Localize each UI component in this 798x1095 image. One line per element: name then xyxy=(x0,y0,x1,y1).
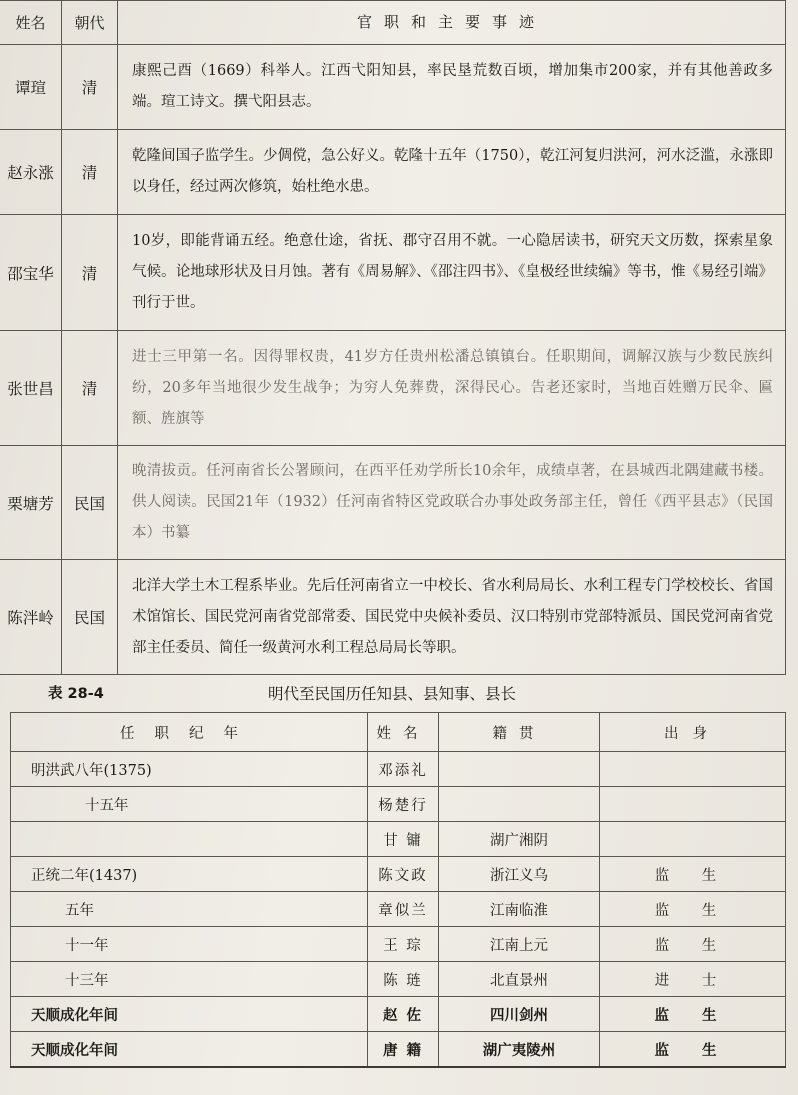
magistrate-native: 江南上元 xyxy=(439,927,600,962)
magistrate-year: 十五年 xyxy=(11,787,368,822)
official-deeds: 10岁，即能背诵五经。绝意仕途，省抚、郡守召用不就。一心隐居读书，研究天文历数，探索星象气候。论地球形状及日月蚀。著有《周易解》、《邵注四书》、《皇极经世续编》等书，惟《易经引端》刊行于世。 xyxy=(118,215,786,331)
table-number: 表 28-4 xyxy=(48,686,104,702)
magistrate-native: 四川剑州 xyxy=(439,997,600,1032)
magistrate-name: 唐 籍 xyxy=(368,1032,439,1068)
magistrates-header-row xyxy=(11,713,786,752)
magistrate-origin xyxy=(600,822,786,857)
magistrate-origin: 监 生 xyxy=(600,1032,786,1068)
magistrate-origin: 监 生 xyxy=(600,997,786,1032)
magistrate-origin: 进 士 xyxy=(600,962,786,997)
table-row xyxy=(11,927,786,962)
magistrate-native: 江南临淮 xyxy=(439,892,600,927)
table-row xyxy=(0,331,786,446)
magistrate-name: 陈 琏 xyxy=(368,962,439,997)
table-row xyxy=(11,752,786,787)
table-caption xyxy=(0,678,798,708)
magistrate-year: 五年 xyxy=(11,892,368,927)
table-row xyxy=(0,215,786,331)
official-name: 张世昌 xyxy=(0,331,62,446)
table-row xyxy=(11,892,786,927)
magistrate-origin xyxy=(600,752,786,787)
magistrate-year xyxy=(11,822,368,857)
magistrate-native: 湖广湘阴 xyxy=(439,822,600,857)
magistrate-year: 天顺成化年间 xyxy=(11,1032,368,1068)
header-name: 姓名 xyxy=(0,1,62,45)
official-name: 栗塘芳 xyxy=(0,446,62,560)
magistrate-year: 十三年 xyxy=(11,962,368,997)
magistrates-table xyxy=(10,712,786,1068)
table-row xyxy=(0,45,786,130)
magistrate-year: 十一年 xyxy=(11,927,368,962)
table-title: 明代至民国历任知县、县知事、县长 xyxy=(268,685,517,703)
header-dynasty: 朝代 xyxy=(62,1,118,45)
header-deeds: 官职和主要事迹 xyxy=(118,1,786,45)
official-deeds: 北洋大学土木工程系毕业。先后任河南省立一中校长、省水利局局长、水利工程专门学校校长、省国术馆馆长、国民党河南省党部常委、国民党中央候补委员、汉口特别市党部特派员、国民党河南省党部主任委员、简任一级黄河水利工程总局局长等职。 xyxy=(118,560,786,675)
table-row xyxy=(0,130,786,215)
magistrate-native xyxy=(439,787,600,822)
header-year: 任职纪年 xyxy=(11,713,368,752)
official-dynasty: 民国 xyxy=(62,446,118,560)
official-dynasty: 民国 xyxy=(62,560,118,675)
official-deeds: 进士三甲第一名。因得罪权贵，41岁方任贵州松潘总镇镇台。任职期间，调解汉族与少数民族纠纷，20多年当地很少发生战争；为穷人免葬费，深得民心。告老还家时，当地百姓赠万民伞、匾额、旌旗等 xyxy=(118,331,786,446)
official-name: 赵永涨 xyxy=(0,130,62,215)
magistrate-native: 湖广夷陵州 xyxy=(439,1032,600,1068)
magistrate-year: 正统二年(1437) xyxy=(11,857,368,892)
table-row xyxy=(0,560,786,675)
official-dynasty: 清 xyxy=(62,130,118,215)
official-dynasty: 清 xyxy=(62,331,118,446)
magistrate-name: 赵 佐 xyxy=(368,997,439,1032)
magistrate-native xyxy=(439,752,600,787)
official-name: 谭瑄 xyxy=(0,45,62,130)
magistrate-name: 邓添礼 xyxy=(368,752,439,787)
magistrate-name: 章似兰 xyxy=(368,892,439,927)
magistrate-year: 明洪武八年(1375) xyxy=(11,752,368,787)
magistrate-name: 杨楚行 xyxy=(368,787,439,822)
magistrate-name: 王 琮 xyxy=(368,927,439,962)
table-row xyxy=(0,446,786,560)
magistrate-name: 陈文政 xyxy=(368,857,439,892)
official-deeds: 晚清拔贡。任河南省长公署顾问，在西平任劝学所长10余年，成绩卓著，在县城西北隅建藏书楼。供人阅读。民国21年（1932）任河南省特区党政联合办事处政务部主任，曾任《西平县志》（民国本）书纂 xyxy=(118,446,786,560)
official-name: 邵宝华 xyxy=(0,215,62,331)
header-origin: 出身 xyxy=(600,713,786,752)
table-row xyxy=(11,997,786,1032)
header-native: 籍贯 xyxy=(439,713,600,752)
table-row xyxy=(11,1032,786,1068)
table-row xyxy=(11,962,786,997)
header-name: 姓名 xyxy=(368,713,439,752)
official-name: 陈泮岭 xyxy=(0,560,62,675)
official-dynasty: 清 xyxy=(62,45,118,130)
magistrate-origin: 监 生 xyxy=(600,857,786,892)
magistrate-native: 北直景州 xyxy=(439,962,600,997)
table-row xyxy=(11,787,786,822)
magistrate-year: 天顺成化年间 xyxy=(11,997,368,1032)
magistrate-origin: 监 生 xyxy=(600,892,786,927)
official-dynasty: 清 xyxy=(62,215,118,331)
magistrate-name: 甘 镛 xyxy=(368,822,439,857)
officials-header-row xyxy=(0,1,786,45)
table-row xyxy=(11,857,786,892)
magistrate-origin xyxy=(600,787,786,822)
official-deeds: 康熙己酉（1669）科举人。江西弋阳知县，率民垦荒数百顷，增加集市200家，并有其他善政多端。瑄工诗文。撰弋阳县志。 xyxy=(118,45,786,130)
table-row xyxy=(11,822,786,857)
magistrate-native: 浙江义乌 xyxy=(439,857,600,892)
magistrate-origin: 监 生 xyxy=(600,927,786,962)
official-deeds: 乾隆间国子监学生。少倜傥，急公好义。乾隆十五年（1750），乾江河复归洪河，河水泛滥，永涨即以身任，经过两次修筑，始杜绝水患。 xyxy=(118,130,786,215)
